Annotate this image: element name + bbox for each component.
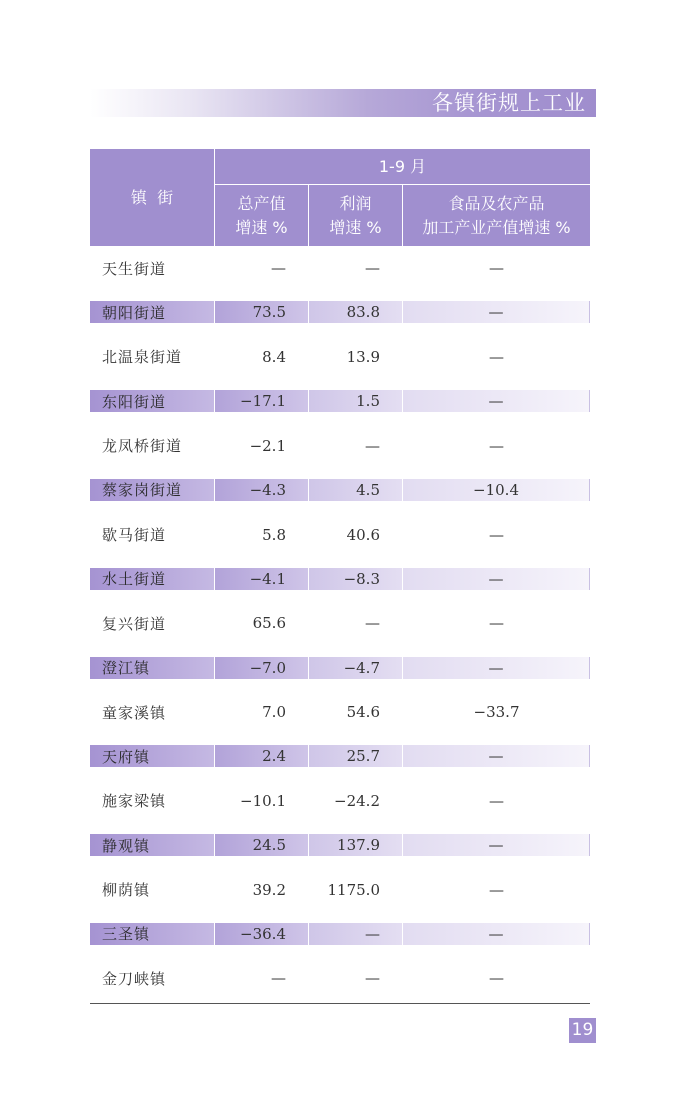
- output-growth-cell: 24.5: [215, 834, 308, 856]
- header-output-growth: [215, 185, 308, 246]
- output-growth-cell: −4.1: [215, 568, 308, 590]
- profit-growth-cell: 54.6: [346, 703, 380, 722]
- table-row: [90, 379, 590, 423]
- output-growth-cell: −4.3: [215, 479, 308, 501]
- profit-growth-cell: 137.9: [309, 834, 402, 856]
- table-row: [90, 335, 590, 379]
- town-name-cell: 天生街道: [102, 259, 167, 278]
- table-row: [90, 468, 590, 512]
- header-town: [90, 149, 214, 246]
- food-growth-cell: —: [403, 568, 590, 590]
- header-food-line1: 食品及农产品: [448, 193, 545, 213]
- header-profit-growth: [309, 185, 402, 246]
- header-output-line1: 总产值: [237, 193, 286, 213]
- profit-growth-cell: —: [365, 969, 380, 988]
- section-title-bar: [90, 89, 596, 117]
- town-name-cell: 施家梁镇: [102, 792, 167, 811]
- town-name-cell: 东阳街道: [90, 390, 214, 412]
- table-row: [90, 823, 590, 867]
- food-growth-cell: —: [403, 834, 590, 856]
- output-growth-cell: 39.2: [252, 880, 286, 899]
- food-growth-cell: —: [489, 880, 504, 899]
- town-name-cell: 金刀峡镇: [102, 969, 167, 988]
- output-growth-cell: —: [271, 259, 286, 278]
- bottom-rule: [90, 1003, 590, 1004]
- profit-growth-cell: 1175.0: [327, 880, 380, 899]
- food-growth-cell: —: [489, 614, 504, 633]
- food-growth-cell: —: [403, 390, 590, 412]
- profit-growth-cell: —: [365, 436, 380, 455]
- town-name-cell: 龙凤桥街道: [102, 437, 183, 456]
- stats-table: [90, 149, 590, 988]
- profit-growth-cell: −4.7: [309, 657, 402, 679]
- town-name-cell: 柳荫镇: [102, 881, 151, 900]
- page-number: 19: [569, 1018, 596, 1043]
- profit-growth-cell: 25.7: [309, 745, 402, 767]
- output-growth-cell: −17.1: [215, 390, 308, 412]
- town-name-cell: 歇马街道: [102, 526, 167, 545]
- header-profit-line1: 利润: [339, 193, 372, 213]
- output-growth-cell: 2.4: [215, 745, 308, 767]
- town-name-cell: 童家溪镇: [102, 703, 167, 722]
- output-growth-cell: −10.1: [240, 791, 286, 810]
- table-row: [90, 690, 590, 734]
- table-row: [90, 867, 590, 911]
- table-row: [90, 424, 590, 468]
- profit-growth-cell: 83.8: [309, 301, 402, 323]
- header-profit-line2: 增速 %: [329, 217, 382, 237]
- food-growth-cell: —: [489, 347, 504, 366]
- table-header: [90, 149, 590, 246]
- header-town-label: 镇 街: [130, 187, 174, 207]
- output-growth-cell: 65.6: [252, 614, 286, 633]
- profit-growth-cell: —: [365, 614, 380, 633]
- town-name-cell: 三圣镇: [90, 923, 214, 945]
- food-growth-cell: −10.4: [403, 479, 590, 501]
- header-period-label: 1-9 月: [378, 156, 427, 176]
- town-name-cell: 北温泉街道: [102, 348, 183, 367]
- food-growth-cell: —: [489, 791, 504, 810]
- header-food-growth: [403, 185, 590, 246]
- output-growth-cell: 5.8: [262, 525, 286, 544]
- town-name-cell: 水土街道: [90, 568, 214, 590]
- food-growth-cell: −33.7: [473, 703, 520, 722]
- output-growth-cell: 73.5: [215, 301, 308, 323]
- food-growth-cell: —: [403, 657, 590, 679]
- town-name-cell: 复兴街道: [102, 614, 167, 633]
- food-growth-cell: —: [489, 969, 504, 988]
- output-growth-cell: 7.0: [262, 703, 286, 722]
- town-name-cell: 蔡家岗街道: [90, 479, 214, 501]
- output-growth-cell: −36.4: [215, 923, 308, 945]
- profit-growth-cell: —: [309, 923, 402, 945]
- table-row: [90, 290, 590, 334]
- table-row: [90, 512, 590, 556]
- table-row: [90, 779, 590, 823]
- table-row: [90, 912, 590, 956]
- header-food-line2: 加工产业产值增速 %: [422, 217, 571, 237]
- profit-growth-cell: 1.5: [309, 390, 402, 412]
- town-name-cell: 朝阳街道: [90, 301, 214, 323]
- section-title: 各镇街规上工业: [432, 91, 586, 115]
- table-row: [90, 246, 590, 290]
- town-name-cell: 澄江镇: [90, 657, 214, 679]
- table-row: [90, 646, 590, 690]
- output-growth-cell: 8.4: [262, 347, 286, 366]
- food-growth-cell: —: [489, 525, 504, 544]
- output-growth-cell: —: [271, 969, 286, 988]
- output-growth-cell: −2.1: [249, 436, 286, 455]
- profit-growth-cell: 40.6: [346, 525, 380, 544]
- profit-growth-cell: −24.2: [334, 791, 380, 810]
- town-name-cell: 天府镇: [90, 745, 214, 767]
- food-growth-cell: —: [403, 301, 590, 323]
- food-growth-cell: —: [403, 745, 590, 767]
- output-growth-cell: −7.0: [215, 657, 308, 679]
- table-row: [90, 601, 590, 645]
- table-row: [90, 956, 590, 1000]
- food-growth-cell: —: [489, 436, 504, 455]
- profit-growth-cell: −8.3: [309, 568, 402, 590]
- profit-growth-cell: —: [365, 259, 380, 278]
- table-row: [90, 734, 590, 778]
- town-name-cell: 静观镇: [90, 834, 214, 856]
- profit-growth-cell: 13.9: [346, 347, 380, 366]
- table-row: [90, 557, 590, 601]
- header-period: [215, 149, 590, 184]
- food-growth-cell: —: [403, 923, 590, 945]
- table-body: [90, 246, 590, 1001]
- food-growth-cell: —: [489, 259, 504, 278]
- header-output-line2: 增速 %: [235, 217, 288, 237]
- profit-growth-cell: 4.5: [309, 479, 402, 501]
